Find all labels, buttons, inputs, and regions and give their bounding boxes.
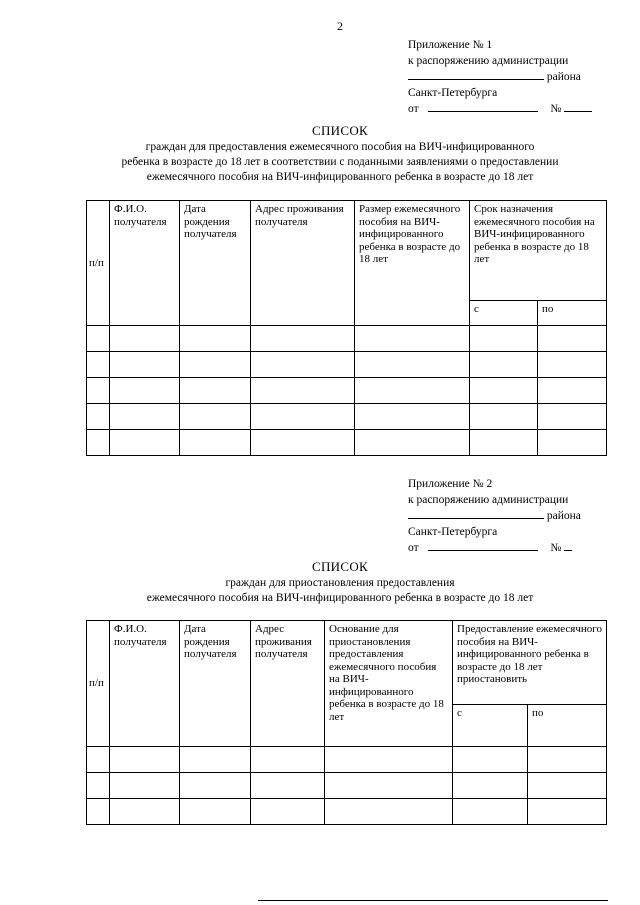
district-blank	[408, 69, 544, 80]
list-2-heading: СПИСОК	[312, 559, 368, 574]
table-row	[87, 430, 607, 456]
appendix-1-title: Приложение № 1	[408, 39, 493, 51]
number-label: №	[550, 103, 562, 115]
from-label: от	[408, 103, 419, 115]
list-1-subtitle-line: ежемесячного пособия на ВИЧ-инфицированного ребенка в возрасте до 18 лет	[146, 171, 534, 183]
district-blank	[408, 508, 544, 519]
col-period-header: Срок назначения ежемесячного пособия на ВИЧ-инфицированного ребенка в возрасте до 18 лет	[470, 201, 607, 301]
number-blank	[564, 540, 572, 551]
appendix-1-district	[408, 69, 608, 85]
appendix-2-header	[408, 476, 608, 556]
page-bottom-rule	[258, 900, 608, 901]
list-2-subtitle	[90, 576, 590, 606]
table-row	[87, 799, 607, 825]
col-suspend-header: Предоставление ежемесячного пособия на ВИЧ-инфицированного ребенка в возрасте до 18 лет приостановить	[453, 621, 607, 705]
col-address-header: Адрес проживания получателя	[251, 201, 355, 326]
list-1-table	[86, 200, 607, 456]
number-label: №	[550, 542, 562, 554]
table-row	[87, 404, 607, 430]
table-row	[87, 352, 607, 378]
list-2-subtitle-line: граждан для приостановления предоставления	[225, 577, 455, 589]
col-number-header: п/п	[87, 201, 110, 326]
col-fio-header: Ф.И.О. получателя	[110, 621, 180, 747]
number-blank	[564, 101, 592, 112]
col-amount-header: Размер ежемесячного пособия на ВИЧ-инфицированного ребенка в возрасте до 18 лет	[355, 201, 470, 326]
list-2-subtitle-line: ежемесячного пособия на ВИЧ-инфицированного ребенка в возрасте до 18 лет	[146, 592, 534, 604]
appendix-2-date-number	[408, 540, 608, 556]
col-basis-header: Основание для приостановления предоставления ежемесячного пособия на ВИЧ-инфицированного ребенка в возрасте до 18 лет	[325, 621, 453, 747]
appendix-2-title: Приложение № 2	[408, 478, 493, 490]
list-1-subtitle-line: граждан для предоставления ежемесячного пособия на ВИЧ-инфицированного	[145, 141, 535, 153]
table-row	[87, 747, 607, 773]
table-row	[87, 378, 607, 404]
appendix-1-date-number	[408, 101, 608, 117]
table-row	[87, 326, 607, 352]
list-1-subtitle	[90, 140, 590, 185]
appendix-2-city: Санкт-Петербурга	[408, 526, 498, 538]
appendix-1-order: к распоряжению администрации	[408, 55, 569, 67]
col-dob-header: Дата рождения получателя	[180, 621, 251, 747]
list-1-heading: СПИСОК	[312, 123, 368, 138]
district-suffix: района	[546, 510, 581, 522]
col-fio-header: Ф.И.О. получателя	[110, 201, 180, 326]
table-row	[87, 773, 607, 799]
appendix-1-header	[408, 37, 608, 117]
list-2-table	[86, 620, 607, 825]
col-number-header: п/п	[87, 621, 110, 747]
appendix-2-district	[408, 508, 608, 524]
date-blank	[428, 540, 538, 551]
date-blank	[428, 101, 538, 112]
col-address-header: Адрес проживания получателя	[251, 621, 325, 747]
from-label: от	[408, 542, 419, 554]
col-from-header: с	[470, 301, 538, 326]
appendix-2-order: к распоряжению администрации	[408, 494, 569, 506]
col-dob-header: Дата рождения получателя	[180, 201, 251, 326]
col-to-header: по	[528, 705, 607, 747]
list-1-subtitle-line: ребенка в возрасте до 18 лет в соответствии с поданными заявлениями о предоставлении	[121, 156, 559, 168]
page-number: 2	[337, 19, 343, 33]
appendix-1-city: Санкт-Петербурга	[408, 87, 498, 99]
district-suffix: района	[546, 71, 581, 83]
col-from-header: с	[453, 705, 528, 747]
col-to-header: по	[538, 301, 607, 326]
